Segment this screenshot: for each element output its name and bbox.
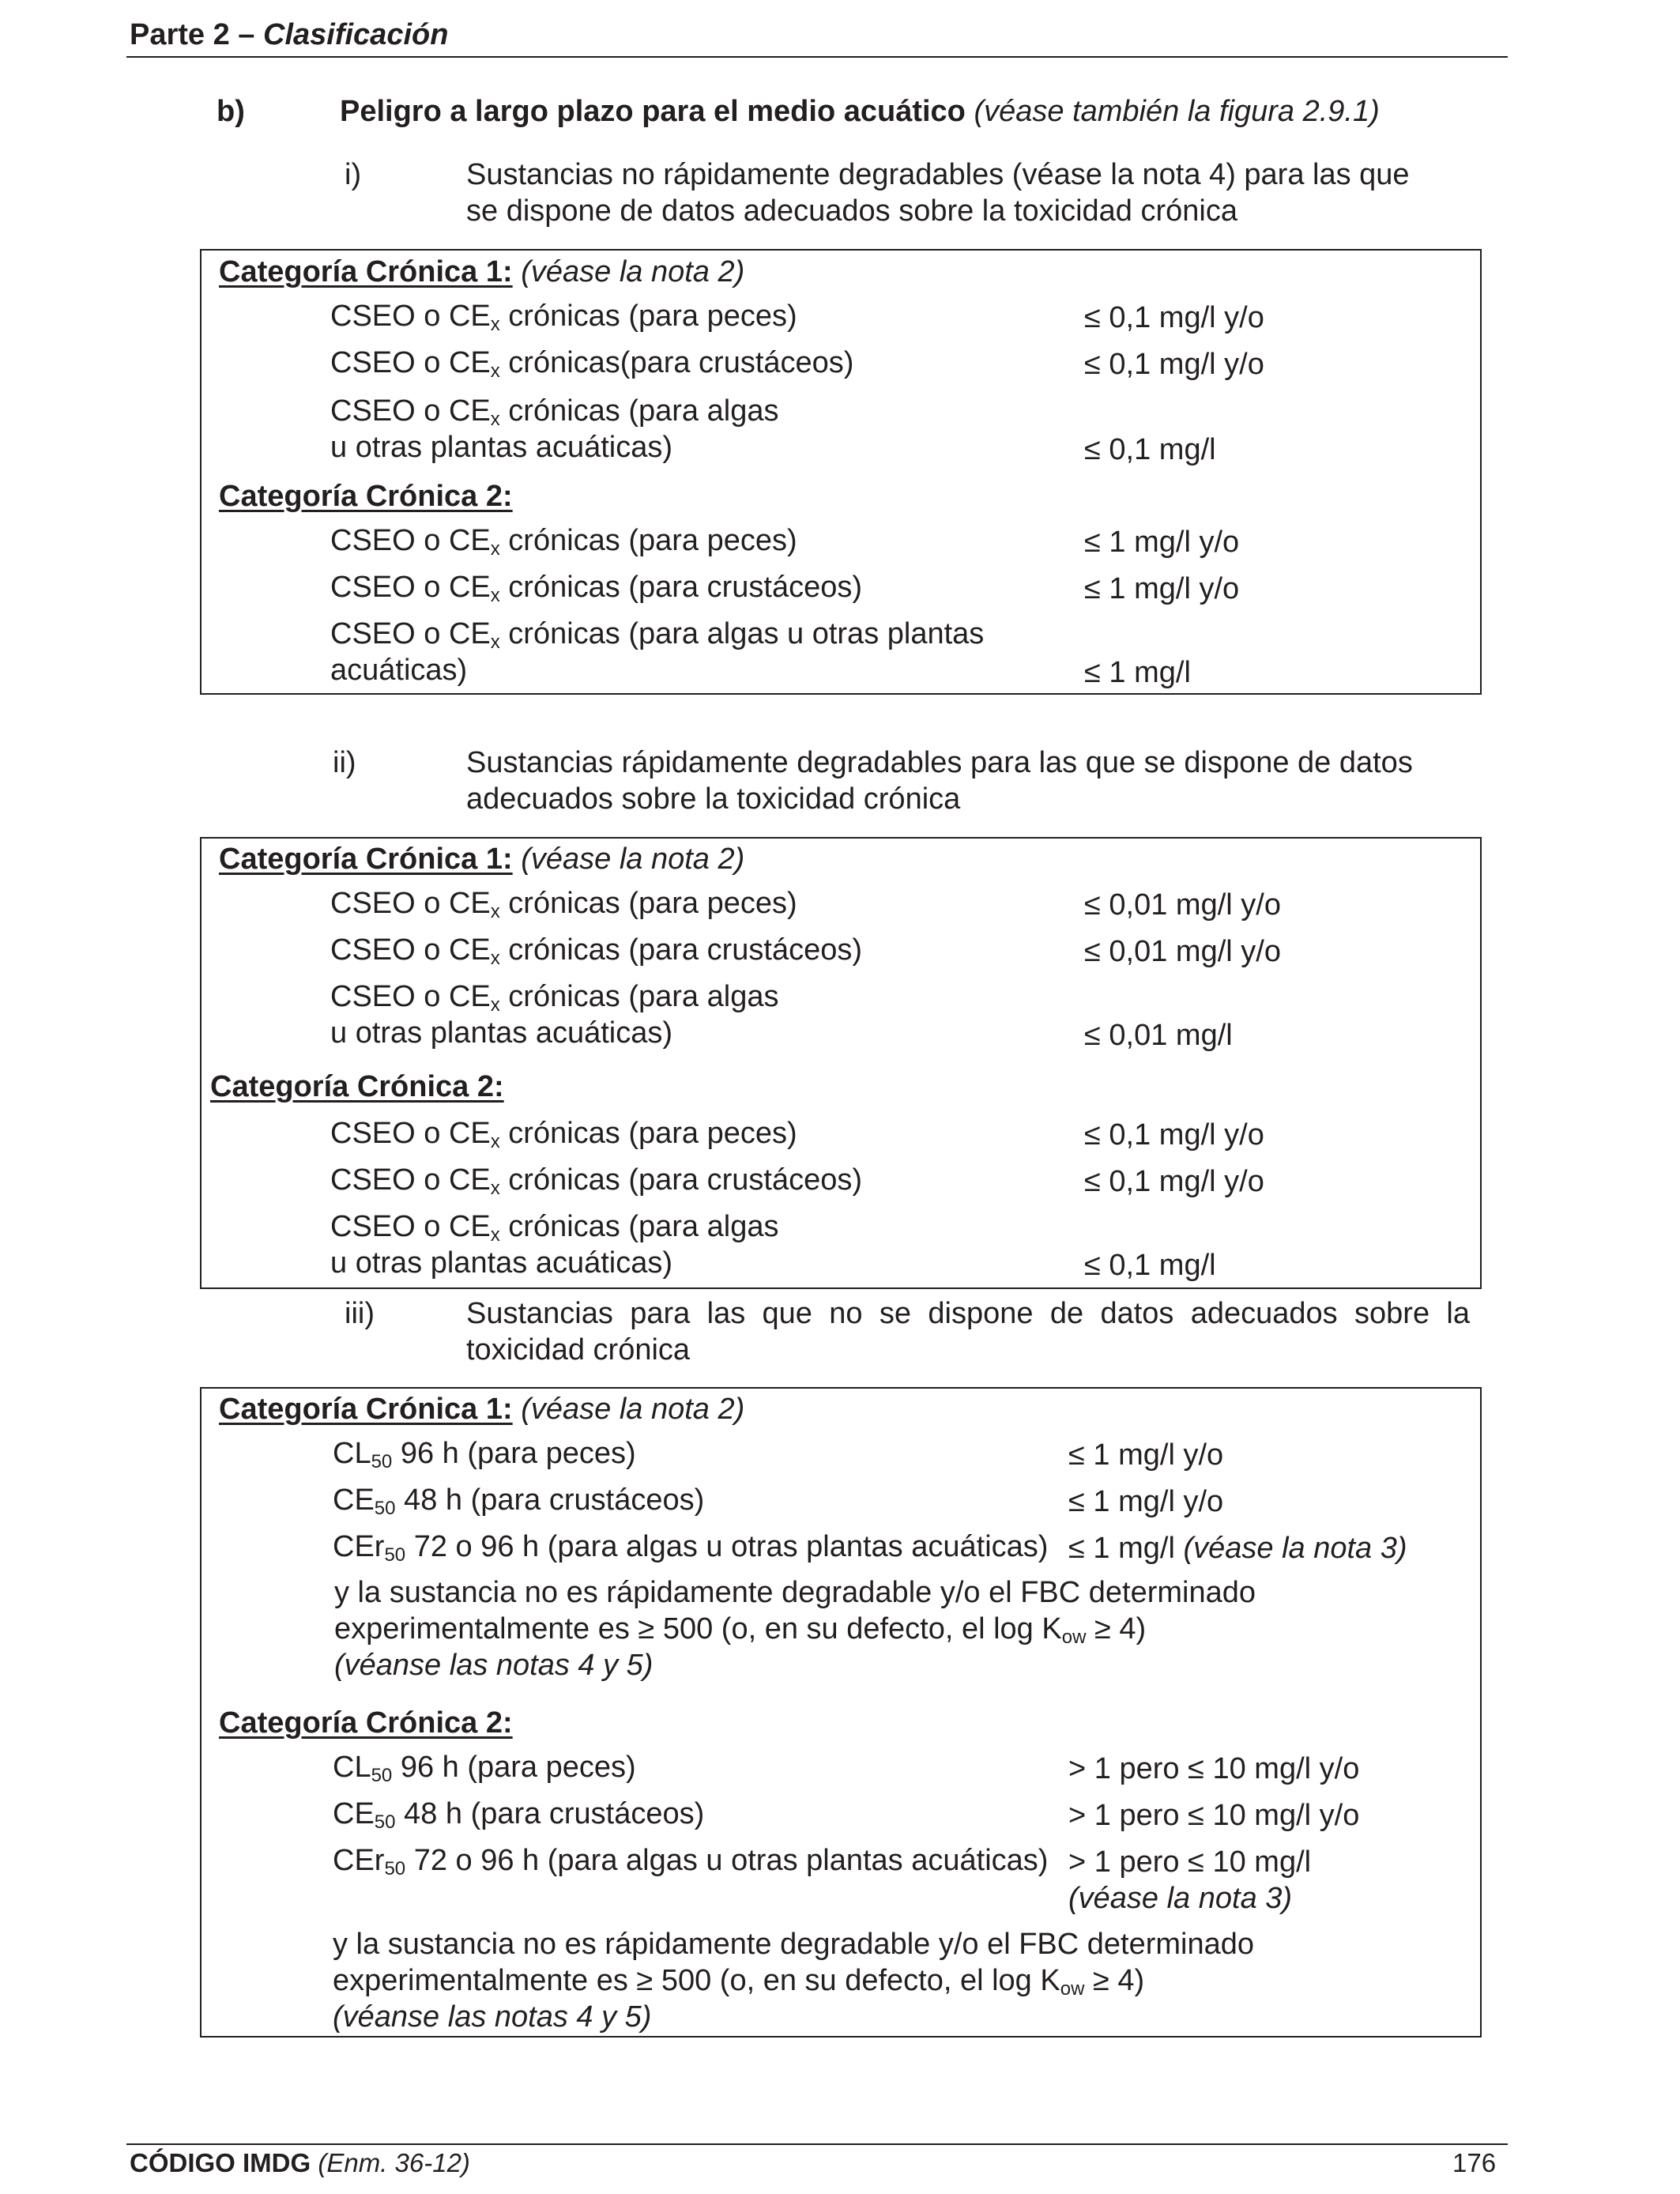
box3-paragraph-1-line-2: experimentalmente es ≥ 500 (o, en su defecto, el $\log K_{ow} \ge 4$) bbox=[334, 1612, 1147, 1648]
section-b-heading: Peligro a largo plazo para el medio acuático bbox=[340, 95, 966, 128]
sub-i-label: i) bbox=[345, 158, 362, 191]
footer-rule bbox=[126, 2143, 1508, 2145]
box3-row-2-value: ≤ 1 mg/l y/o bbox=[1068, 1485, 1224, 1518]
box1-row-1-value: ≤ 0,1 mg/l y/o bbox=[1084, 301, 1264, 334]
page-header bbox=[130, 16, 448, 54]
box3-row-5: $CE_{50}$ 48 h (para crustáceos) bbox=[333, 1797, 705, 1833]
box1-row-2-value: ≤ 0,1 mg/l y/o bbox=[1084, 348, 1264, 381]
box1-row-3-value: ≤ 0,1 mg/l bbox=[1084, 433, 1216, 466]
box2-row-2-value: ≤ 0,01 mg/l y/o bbox=[1084, 935, 1281, 968]
box2-row-5-value: ≤ 0,1 mg/l y/o bbox=[1084, 1165, 1264, 1198]
box1-row-5-value: ≤ 1 mg/l y/o bbox=[1084, 572, 1240, 605]
box1-row-6: CSEO o $CE_x$ crónicas (para algas u otras plantas bbox=[330, 617, 985, 653]
box1-row-1: CSEO o $CE_x$ crónicas (para peces) bbox=[330, 300, 797, 335]
footer-code: CÓDIGO IMDG bbox=[130, 2148, 311, 2177]
box3-row-3: CEr$_{50}$ 72 o 96 h (para algas u otras plantas acuáticas) bbox=[333, 1530, 1049, 1566]
sub-i-line-2: se dispone de datos adecuados sobre la toxicidad crónica bbox=[466, 194, 1237, 228]
box2-row-6-line-2: u otras plantas acuáticas) bbox=[330, 1246, 673, 1280]
footer-amendment: (Enm. 36-12) bbox=[318, 2148, 470, 2177]
box1-row-4: CSEO o $CE_x$ crónicas (para peces) bbox=[330, 524, 797, 560]
box3-row-4-value: > 1 pero ≤ 10 mg/l y/o bbox=[1068, 1752, 1360, 1785]
section-b-title bbox=[340, 95, 1380, 129]
box3-category-1: Categoría Crónica 1: (véase la nota 2) bbox=[219, 1393, 745, 1426]
box3-paragraph-2-line-3: (véanse las notas 4 y 5) bbox=[333, 2000, 652, 2034]
box3-paragraph-2-line-2: experimentalmente es ≥ 500 (o, en su defecto, el $\log K_{ow} \ge 4$) bbox=[333, 1964, 1145, 2000]
box2-category-2: Categoría Crónica 2: bbox=[210, 1070, 504, 1103]
box2-row-5: CSEO o $CE_x$ crónicas (para crustáceos) bbox=[330, 1163, 863, 1199]
box1-row-5: CSEO o $CE_x$ crónicas (para crustáceos) bbox=[330, 571, 863, 606]
box3-paragraph-1-line-3: (véanse las notas 4 y 5) bbox=[334, 1649, 654, 1682]
box2-row-1-value: ≤ 0,01 mg/l y/o bbox=[1084, 888, 1281, 922]
section-b-reference: (véase también la figura 2.9.1) bbox=[974, 95, 1380, 128]
sub-iii-line-2: toxicidad crónica bbox=[466, 1333, 691, 1367]
box2-category-1: Categoría Crónica 1: (véase la nota 2) bbox=[219, 843, 745, 876]
section-b-letter: b) bbox=[217, 95, 245, 128]
box3-paragraph-1-line-1: y la sustancia no es rápidamente degradable y/o el FBC determinado bbox=[334, 1576, 1256, 1609]
box1-row-6-line-2: acuáticas) bbox=[330, 654, 468, 687]
sub-ii-line-2: adecuados sobre la toxicidad crónica bbox=[466, 782, 961, 816]
box3-row-5-value: > 1 pero ≤ 10 mg/l y/o bbox=[1068, 1799, 1360, 1832]
box1-row-3-line-2: u otras plantas acuáticas) bbox=[330, 431, 673, 464]
box3-row-6-value: > 1 pero ≤ 10 mg/l bbox=[1068, 1845, 1312, 1879]
box2-row-3-line-2: u otras plantas acuáticas) bbox=[330, 1016, 673, 1050]
box3-row-6-note: (véase la nota 3) bbox=[1068, 1882, 1293, 1915]
box1-row-6-value: ≤ 1 mg/l bbox=[1084, 656, 1191, 689]
sub-iii-text bbox=[466, 1295, 1470, 1368]
sub-iii-label: iii) bbox=[345, 1297, 375, 1330]
box3-row-4: $CL_{50}$ 96 h (para peces) bbox=[333, 1751, 636, 1786]
box2-row-1: CSEO o $CE_x$ crónicas (para peces) bbox=[330, 887, 797, 922]
box3-row-6: CEr$_{50}$ 72 o 96 h (para algas u otras plantas acuáticas) bbox=[333, 1844, 1049, 1879]
box3-category-2: Categoría Crónica 2: bbox=[219, 1706, 513, 1740]
box1-category-1: Categoría Crónica 1: (véase la nota 2) bbox=[219, 255, 745, 288]
criteria-box-1 bbox=[200, 249, 1482, 695]
sub-i-text bbox=[466, 156, 1470, 229]
box1-row-2: CSEO o $CE_x$ crónicas(para crustáceos) bbox=[330, 346, 854, 382]
sub-ii-line-1: Sustancias rápidamente degradables para las que se dispone de datos bbox=[466, 746, 1413, 779]
criteria-box-3 bbox=[200, 1387, 1482, 2038]
box1-row-4-value: ≤ 1 mg/l y/o bbox=[1084, 526, 1240, 559]
sub-ii-text bbox=[466, 745, 1470, 817]
box1-row-3: CSEO o $CE_x$ crónicas (para algas bbox=[330, 394, 779, 430]
box2-row-4-value: ≤ 0,1 mg/l y/o bbox=[1084, 1118, 1264, 1152]
box2-row-2: CSEO o $CE_x$ crónicas (para crustáceos) bbox=[330, 933, 863, 969]
header-title: Clasificación bbox=[263, 18, 449, 51]
box1-category-2: Categoría Crónica 2: bbox=[219, 480, 513, 513]
sub-i-line-1: Sustancias no rápidamente degradables (véase la nota 4) para las que bbox=[466, 158, 1410, 191]
page-number: 176 bbox=[1452, 2148, 1497, 2177]
box2-row-3: CSEO o $CE_x$ crónicas (para algas bbox=[330, 980, 779, 1016]
header-rule bbox=[126, 56, 1508, 58]
header-part: Parte 2 – bbox=[130, 18, 255, 51]
box3-paragraph-2-line-1: y la sustancia no es rápidamente degradable y/o el FBC determinado bbox=[333, 1928, 1255, 1961]
box2-row-3-value: ≤ 0,01 mg/l bbox=[1084, 1019, 1233, 1052]
sub-ii-label: ii) bbox=[333, 746, 356, 779]
box3-row-3-value: ≤ 1 mg/l (véase la nota 3) bbox=[1068, 1532, 1407, 1565]
box3-row-2: $CE_{50}$ 48 h (para crustáceos) bbox=[333, 1483, 705, 1519]
box2-row-6: CSEO o $CE_x$ crónicas (para algas bbox=[330, 1210, 779, 1246]
box2-row-6-value: ≤ 0,1 mg/l bbox=[1084, 1249, 1216, 1282]
box2-row-4: CSEO o $CE_x$ crónicas (para peces) bbox=[330, 1117, 797, 1152]
box3-row-1-value: ≤ 1 mg/l y/o bbox=[1068, 1438, 1224, 1472]
box3-row-1: $CL_{50}$ 96 h (para peces) bbox=[333, 1437, 636, 1472]
sub-iii-line-1: Sustancias para las que no se dispone de datos adecuados sobre la bbox=[466, 1297, 1470, 1330]
page-footer bbox=[130, 2148, 470, 2178]
criteria-box-2 bbox=[200, 837, 1482, 1289]
